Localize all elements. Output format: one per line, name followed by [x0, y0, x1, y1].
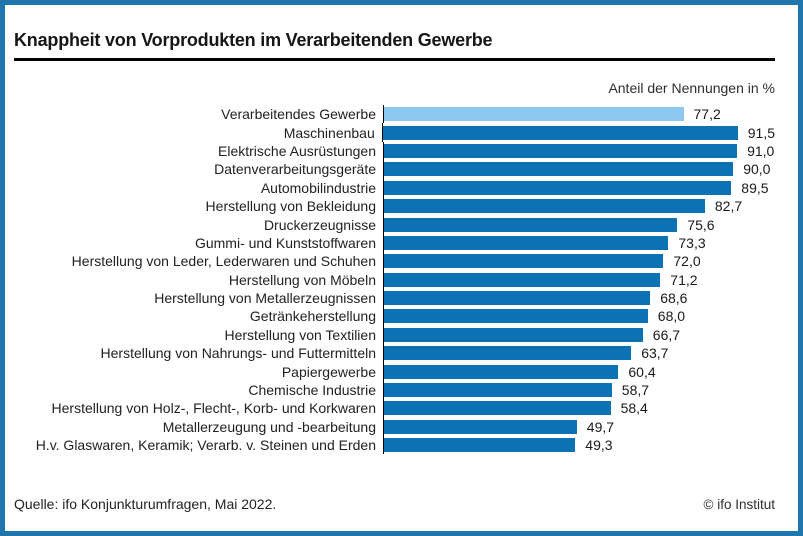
bar — [384, 236, 668, 250]
category-label: Papiergewerbe — [281, 363, 376, 380]
bar — [383, 126, 738, 140]
bar-area — [383, 399, 775, 417]
bar-row — [14, 197, 775, 215]
value-label: 90,0 — [743, 161, 771, 178]
bar-area — [383, 326, 775, 344]
bar — [384, 383, 612, 397]
value-label: 73,3 — [678, 234, 706, 251]
chart-rows — [14, 105, 775, 454]
value-label: 71,2 — [670, 271, 698, 288]
category-label: Metallerzeugung und -bearbeitung — [162, 418, 376, 435]
bar — [384, 438, 575, 452]
bar-area — [383, 307, 775, 325]
bar-area — [383, 142, 775, 160]
bar-area — [383, 418, 775, 436]
bar-row — [14, 307, 775, 325]
category-label: Getränkeherstellung — [249, 308, 376, 325]
bar-row — [14, 344, 775, 362]
bar — [384, 254, 663, 268]
bar-area — [383, 215, 775, 233]
value-label: 89,5 — [741, 179, 769, 196]
bar-area — [383, 344, 775, 362]
category-label: Herstellung von Bekleidung — [205, 198, 376, 215]
bar-row — [14, 362, 775, 380]
bar-row — [14, 252, 775, 270]
bar — [384, 291, 650, 305]
bar — [384, 420, 577, 434]
category-label: Herstellung von Textilien — [224, 326, 376, 343]
bar-area — [383, 436, 775, 454]
category-label: Elektrische Ausrüstungen — [218, 142, 376, 159]
value-label: 58,4 — [620, 400, 648, 417]
category-label: Maschinenbau — [283, 124, 375, 141]
value-label: 63,7 — [641, 345, 669, 362]
bar-row — [14, 123, 775, 141]
bar-area — [383, 197, 775, 215]
bar — [384, 144, 737, 158]
bar-area — [383, 289, 775, 307]
value-label: 91,5 — [747, 124, 775, 141]
value-label: 60,4 — [628, 363, 656, 380]
bar-row — [14, 105, 775, 123]
bar-area — [383, 252, 775, 270]
bar-area — [383, 105, 775, 123]
value-label: 82,7 — [714, 198, 743, 215]
category-label: Verarbeitendes Gewerbe — [221, 106, 376, 123]
bar — [384, 218, 677, 232]
highlight-bar — [384, 107, 684, 121]
bar-row — [14, 289, 775, 307]
category-label: Herstellung von Metallerzeugnissen — [154, 290, 376, 307]
value-label: 66,7 — [652, 326, 681, 343]
value-label: 49,7 — [586, 418, 615, 435]
value-label: 68,6 — [660, 290, 688, 307]
value-label: 72,0 — [673, 253, 701, 270]
bar — [384, 365, 618, 379]
chart-content — [5, 31, 798, 513]
category-label: Herstellung von Nahrungs- und Futtermitteln — [100, 345, 376, 362]
bar-area — [383, 234, 775, 252]
chart-footer — [14, 496, 775, 513]
bar-row — [14, 326, 775, 344]
bar-area — [383, 179, 775, 197]
bar-area — [383, 271, 775, 289]
bar-area — [383, 362, 775, 380]
category-label: Chemische Industrie — [248, 382, 376, 399]
source-note: Quelle: ifo Konjunkturumfragen, Mai 2022. — [14, 496, 277, 513]
value-label: 77,2 — [693, 106, 721, 123]
bar — [384, 162, 733, 176]
bar — [384, 346, 631, 360]
bar-row — [14, 160, 775, 178]
bar — [384, 273, 660, 287]
category-label: H.v. Glaswaren, Keramik; Verarb. v. Steinen und Erden — [35, 437, 376, 454]
category-label: Automobilindustrie — [260, 179, 376, 196]
copyright-note: © ifo Institut — [703, 497, 775, 513]
category-label: Herstellung von Holz-, Flecht-, Korb- und Korkwaren — [51, 400, 376, 417]
title-underline — [14, 58, 775, 61]
bar-row — [14, 271, 775, 289]
bar-row — [14, 215, 775, 233]
bar-area — [383, 160, 775, 178]
value-label: 58,7 — [621, 382, 650, 399]
bar-area — [382, 123, 775, 141]
category-label: Herstellung von Leder, Lederwaren und Schuhen — [71, 253, 376, 270]
bar-area — [383, 381, 775, 399]
bar-row — [14, 436, 775, 454]
bar — [384, 199, 705, 213]
bar — [384, 181, 731, 195]
value-label: 68,0 — [657, 308, 686, 325]
bar-row — [14, 381, 775, 399]
category-label: Herstellung von Möbeln — [228, 271, 376, 288]
value-label: 75,6 — [687, 216, 715, 233]
bar — [384, 309, 648, 323]
bar — [384, 401, 611, 415]
bar-row — [14, 179, 775, 197]
category-label: Datenverarbeitungsgeräte — [214, 161, 376, 178]
category-label: Druckerzeugnisse — [263, 216, 376, 233]
value-axis-label: Anteil der Nennungen in % — [608, 80, 775, 96]
category-label: Gummi- und Kunststoffwaren — [194, 234, 376, 251]
bar-row — [14, 399, 775, 417]
value-label: 91,0 — [747, 142, 775, 159]
bar-row — [14, 142, 775, 160]
bar-row — [14, 234, 775, 252]
value-label: 49,3 — [585, 437, 613, 454]
bar-row — [14, 418, 775, 436]
chart-title: Knappheit von Vorprodukten im Verarbeitenden Gewerbe — [14, 30, 493, 50]
bar — [384, 328, 643, 342]
